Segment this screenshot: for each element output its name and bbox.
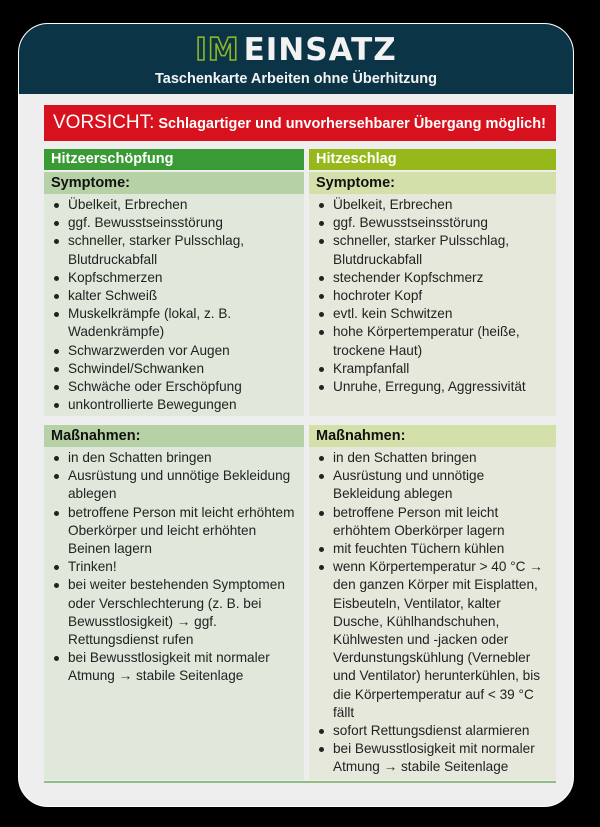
list-item: in den Schatten bringen [315,449,552,467]
list-item: hohe Körpertemperatur (heiße, trockene Haut) [315,323,552,359]
list-item: bei Bewusstlosigkeit mit normaler Atmung → stabile Seitenlage [315,740,552,776]
list-item: Übelkeit, Erbrechen [50,196,300,214]
column-heat-stroke [309,149,556,780]
logo-main: EINSATZ [243,32,397,68]
column-title: Hitzeerschöpfung [44,149,304,172]
measures-box [309,447,556,780]
list-item: kalter Schweiß [50,287,300,305]
pocket-card [18,23,574,807]
list-item: Kopfschmerzen [50,269,300,287]
symptoms-heading: Symptome: [309,172,556,194]
logo-prefix: IM [195,32,240,68]
list-item: in den Schatten bringen [50,449,300,467]
symptoms-list [50,196,300,414]
list-item: Schwäche oder Erschöpfung [50,378,300,396]
logo [19,32,573,68]
list-item: Schwindel/Schwanken [50,360,300,378]
list-item: Ausrüstung und unnötige Bekleidung ablegen [315,467,552,503]
list-item: sofort Rettungsdienst alarmieren [315,722,552,740]
bottom-divider [44,781,556,783]
card-subtitle: Taschenkarte Arbeiten ohne Überhitzung [155,71,437,87]
list-item: schneller, starker Pulsschlag, Blutdruckabfall [315,232,552,268]
card-header [19,24,573,94]
symptoms-box [44,194,304,416]
list-item: Übelkeit, Erbrechen [315,196,552,214]
column-title: Hitzeschlag [309,149,556,172]
list-item: unkontrollierte Bewegungen [50,396,300,414]
list-item: betroffene Person mit leicht erhöhtem Oberkörper lagern [315,504,552,540]
measures-heading: Maßnahmen: [309,425,556,447]
symptoms-box [309,194,556,416]
list-item: ggf. Bewusstseinsstörung [50,214,300,232]
measures-list [50,449,300,686]
list-item: evtl. kein Schwitzen [315,305,552,323]
list-item: Trinken! [50,558,300,576]
list-item: Muskelkrämpfe (lokal, z. B. Wadenkrämpfe) [50,305,300,341]
measures-list [315,449,552,777]
measures-box [44,447,304,780]
list-item: mit feuchten Tüchern kühlen [315,540,552,558]
list-item: Unruhe, Erregung, Aggressivität [315,378,552,396]
list-item: Schwarzwerden vor Augen [50,342,300,360]
list-item: Krampfanfall [315,360,552,378]
list-item: bei Bewusstlosigkeit mit normaler Atmung → stabile Seitenlage [50,649,300,685]
list-item: hochroter Kopf [315,287,552,305]
list-item: betroffene Person mit leicht erhöhtem Oberkörper und leicht erhöhten Beinen lagern [50,504,300,559]
warning-banner [44,105,556,141]
list-item: schneller, starker Pulsschlag, Blutdruckabfall [50,232,300,268]
measures-heading: Maßnahmen: [44,425,304,447]
list-item: Ausrüstung und unnötige Bekleidung ablegen [50,467,300,503]
list-item: stechender Kopfschmerz [315,269,552,287]
symptoms-heading: Symptome: [44,172,304,194]
symptoms-list [315,196,552,396]
list-item: wenn Körpertemperatur > 40 °C → den ganzen Körper mit Eisplatten, Eisbeuteln, Ventilator, kalter Dusche, Kühlhandschuhen, Kühlwesten und -jacken oder Verdunstungskühlung (Vernebler und Ventilator) herunterkühlen, bis die Körpertemperatur auf < 39 °C fällt [315,558,552,722]
column-heat-exhaustion [44,149,304,780]
warning-text: Schlagartiger und unvorhersehbarer Übergang möglich! [154,116,546,132]
list-item: bei weiter bestehenden Symptomen oder Verschlechterung (z. B. bei Bewusstlosigkeit) → ggf. Rettungsdienst rufen [50,576,300,649]
list-item: ggf. Bewusstseinsstörung [315,214,552,232]
warning-lead: VORSICHT: [53,112,155,133]
